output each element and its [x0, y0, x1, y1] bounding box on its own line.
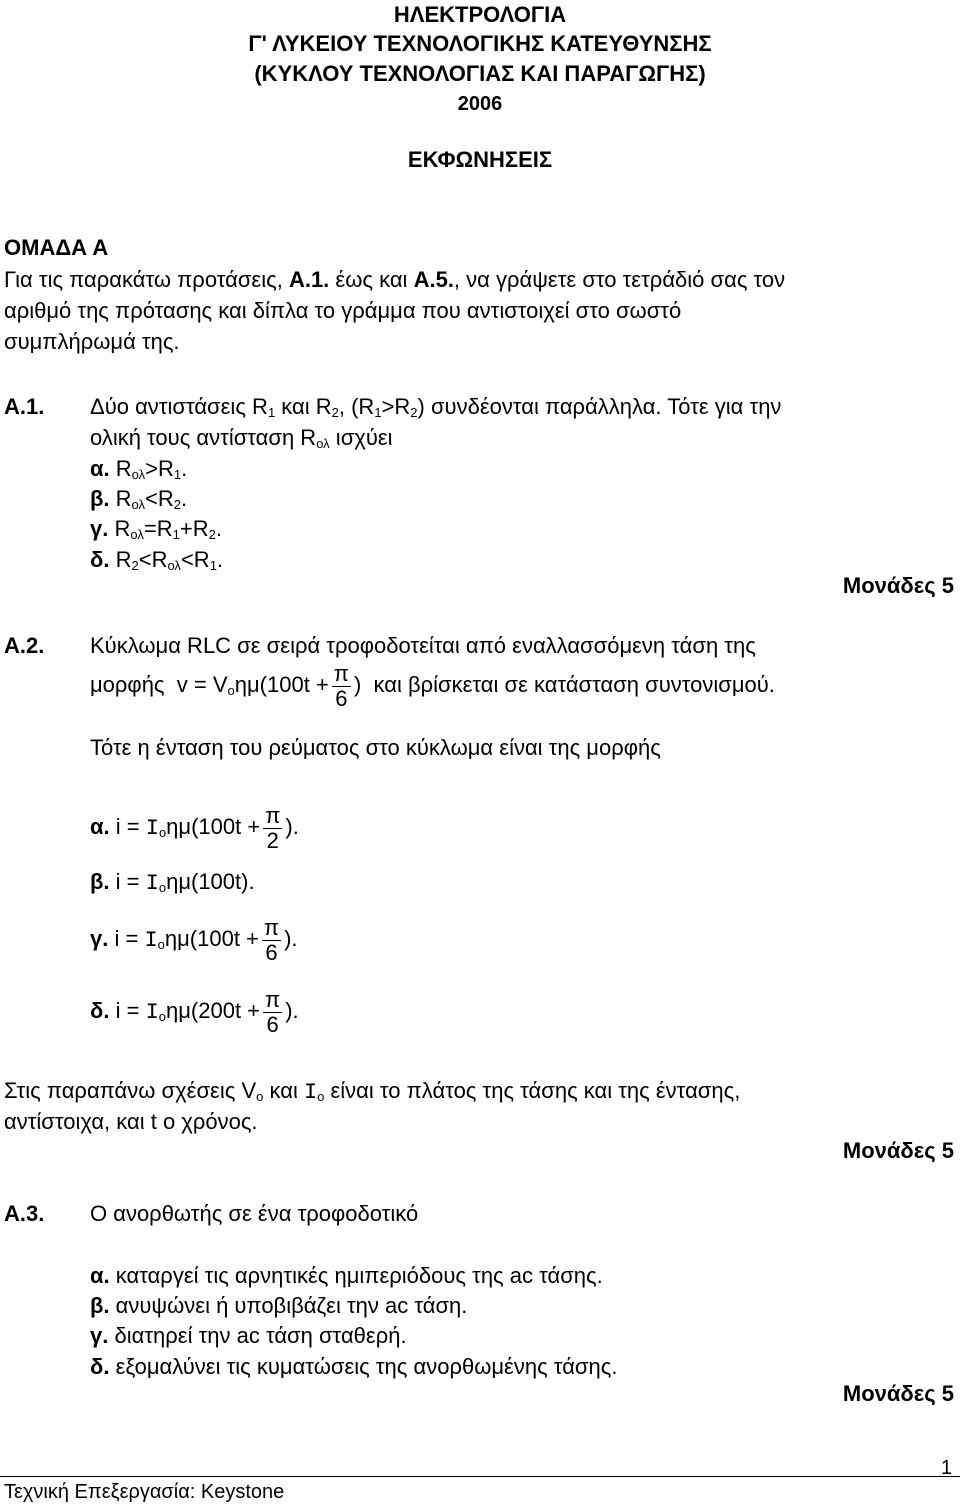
question-a2-option-d: δ. $i = I_o\eta\mu(200t$ + $\frac{\pi}{6}$ ). [90, 986, 299, 1037]
question-a1-option-b: β. $R_{o\lambda}<R_2$. [90, 486, 188, 512]
question-a3-option-d: δ. εξομαλύνει τις κυματώσεις της ανορθωμένης τάσης. [90, 1354, 618, 1379]
group-intro-line2: αριθμό της πρότασης και δίπλα το γράμμα που αντιστοιχεί στο σωστό [4, 298, 682, 323]
question-a3-option-a: α. καταργεί τις αρνητικές ημιπεριόδους της ac τάσης. [90, 1263, 603, 1288]
pi-over-2: $\frac{\pi}{2}$ [265, 802, 281, 853]
question-number-a3: Α.3. [4, 1201, 45, 1226]
section-title: ΕΚΦΩΝΗΣΕΙΣ [407, 147, 553, 172]
group-intro-line1: Για τις παρακάτω προτάσεις, Α.1. έως και Α.5., να γράψετε στο τετράδιό σας τον [4, 267, 786, 292]
question-a3-option-c: γ. διατηρεί την ac τάση σταθερή. [90, 1323, 407, 1348]
question-number-a1: Α.1. [4, 394, 45, 419]
subject-title: ΗΛΕΚΤΡΟΛΟΓΙΑ [393, 2, 567, 27]
group-title: ΟΜΑΔΑ Α [4, 235, 109, 260]
group-intro-line3: συμπλήρωμά της. [4, 329, 180, 354]
question-number-a2: Α.2. [4, 633, 45, 658]
question-a1-option-d: δ. $R_2<R_{o\lambda}<R_1$. [90, 547, 224, 573]
question-a3-stem: Ο ανορθωτής σε ένα τροφοδοτικό [90, 1201, 419, 1226]
marks-a3: Μονάδες 5 [842, 1381, 954, 1406]
question-a2-option-c: γ. $i = I_o\eta\mu(100t$ + $\frac{\pi}{6}$ ). [90, 914, 298, 965]
question-a2-stem-line3: Τότε η ένταση του ρεύματος στο κύκλωμα είναι της μορφής [90, 735, 661, 760]
pi-over-6: $\frac{\pi}{6}$ [263, 914, 280, 965]
question-a3-option-b: β. ανυψώνει ή υποβιβάζει την ac τάση. [90, 1293, 468, 1318]
page-number: 1 [940, 1457, 952, 1479]
question-a2-stem-line1: Κύκλωμα RLC σε σειρά τροφοδοτείται από εναλλασσόμενη τάση της [90, 633, 756, 658]
question-a2-option-b: β. $i = I_o\eta\mu(100t)$. [90, 869, 255, 896]
cycle-title: (ΚΥΚΛΟΥ ΤΕΧΝΟΛΟΓΙΑΣ ΚΑΙ ΠΑΡΑΓΩΓΗΣ) [254, 61, 706, 86]
question-a2-note-line2: αντίστοιχα, και t ο χρόνος. [4, 1109, 258, 1134]
pi-over-6: $\frac{\pi}{6}$ [265, 986, 281, 1037]
marks-a2: Μονάδες 5 [842, 1138, 954, 1163]
question-a1-stem-line1: Δύο αντιστάσεις $R_1$ και $R_2$, $(R_1>R_2)$ συνδέονται παράλληλα. Τότε για την [90, 394, 782, 420]
question-a2-stem-line2: μορφής $v = V_o\eta\mu(100t$ + $\frac{\pi}{6}$ ) και βρίσκεται σε κατάσταση συντονισμού. [90, 660, 775, 711]
marks-a1: Μονάδες 5 [842, 573, 954, 598]
pi-over-6: $\frac{\pi}{6}$ [333, 660, 349, 711]
question-a1-stem-line2: ολική τους αντίσταση $R_{o\lambda}$ ισχύει [90, 425, 393, 451]
footer-credit: Τεχνική Επεξεργασία: Keystone [4, 1481, 285, 1503]
question-a2-option-a: α. $i = I_o\eta\mu(100t$ + $\frac{\pi}{2}$ ). [90, 802, 299, 853]
grade-title: Γ' ΛΥΚΕΙΟΥ ΤΕΧΝΟΛΟΓΙΚΗΣ ΚΑΤΕΥΘΥΝΣΗΣ [248, 31, 712, 56]
question-a1-option-c: γ. $R_{o\lambda}=R_1+R_2$. [90, 516, 222, 542]
exam-year: 2006 [457, 93, 503, 115]
question-a2-note-line1: Στις παραπάνω σχέσεις $V_o$ και $I_o$ είναι το πλάτος της τάσης και της έντασης, [4, 1078, 741, 1105]
question-a1-option-a: α. $R_{o\lambda}>R_1$. [90, 456, 188, 482]
voltage-formula: $v = V_o\eta\mu(100t$ + $\frac{\pi}{6}$ ) [176, 660, 362, 711]
footer-divider [0, 1476, 960, 1477]
